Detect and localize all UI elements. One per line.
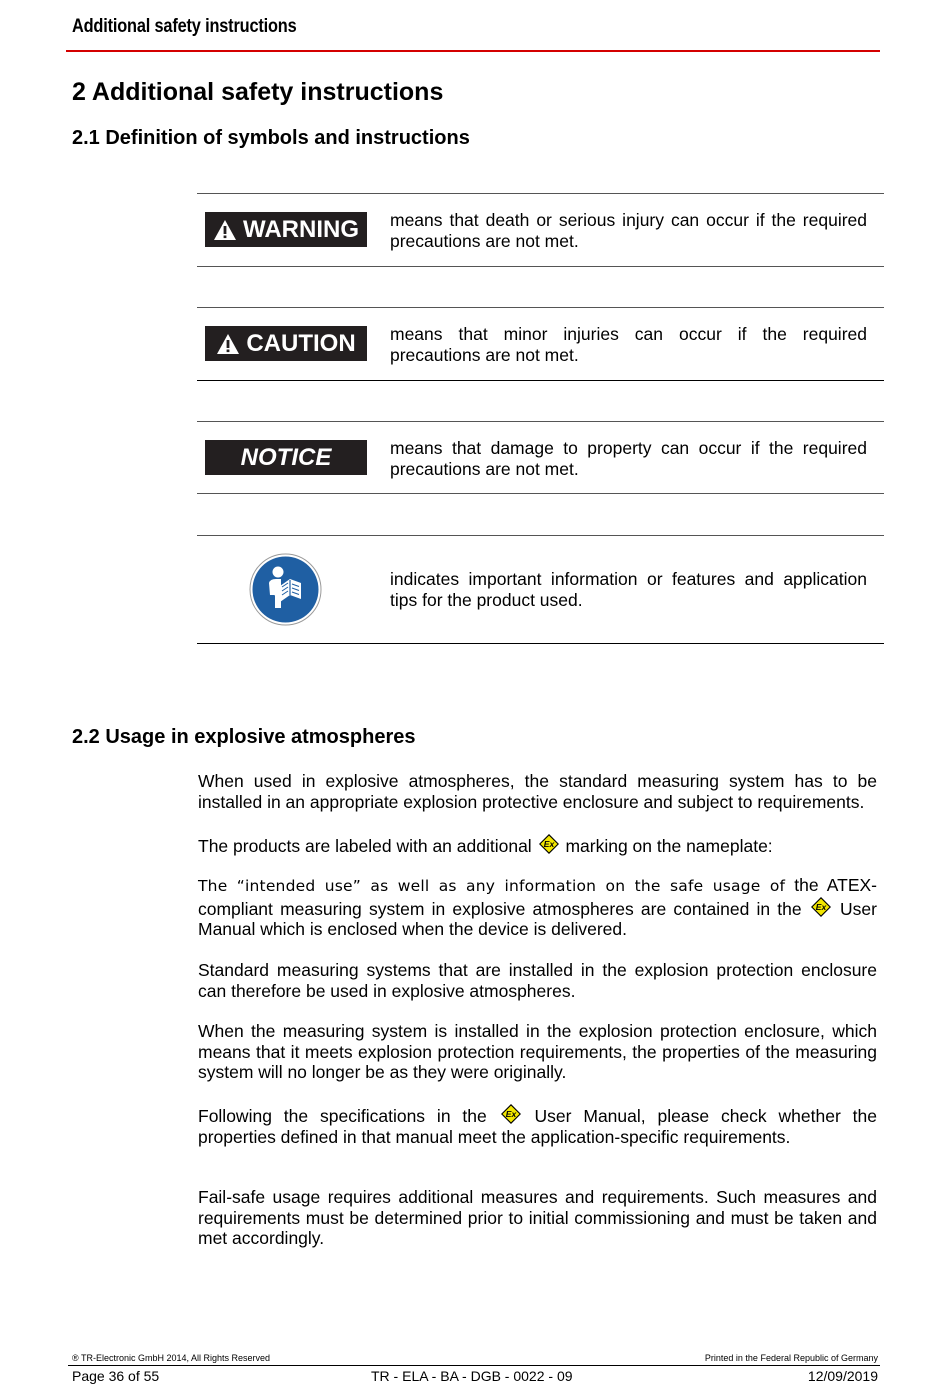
footer-rule — [68, 1365, 880, 1366]
paragraph-specifications: Following the specifications in the Ex User Manual, please check whether the properties defined in that manual meet the application-specific requirements. — [198, 1106, 878, 1147]
info-definition: indicates important information or features and application tips for the product used. — [390, 569, 867, 610]
warning-signal — [205, 212, 367, 247]
footer-document-id: TR - ELA - BA - DGB - 0022 - 09 — [371, 1368, 573, 1384]
running-header: Additional safety instructions — [72, 16, 297, 37]
row-divider — [197, 535, 884, 536]
row-divider — [197, 266, 884, 267]
footer-page-number: Page 36 of 55 — [72, 1368, 160, 1384]
row-divider — [197, 643, 884, 644]
footer-copyright: ® TR-Electronic GmbH 2014, All Rights Reserved — [72, 1353, 271, 1363]
warning-label: WARNING — [243, 215, 359, 243]
notice-label: NOTICE — [240, 443, 332, 471]
caution-label: CAUTION — [246, 329, 356, 357]
svg-text:Ex: Ex — [543, 839, 554, 849]
section-title-explosive: 2.2 Usage in explosive atmospheres — [72, 726, 416, 748]
paragraph-marking: The products are labeled with an additional Ex marking on the nameplate: — [198, 836, 773, 856]
warning-triangle-icon — [216, 333, 240, 355]
paragraph-properties: When the measuring system is installed in the explosion protection enclosure, which means that it meets explosion protection requirements, the properties of the measuring system will no longer be as they were originally. — [198, 1021, 877, 1082]
warning-triangle-icon — [213, 219, 237, 241]
chapter-title: 2 Additional safety instructions — [72, 78, 444, 106]
footer-printed: Printed in the Federal Republic of Germany — [704, 1353, 878, 1363]
svg-text:Ex: Ex — [815, 901, 827, 912]
paragraph-standard-systems: Standard measuring systems that are installed in the explosion protection enclosure can therefore be used in explosive atmospheres. — [198, 960, 877, 1001]
caution-definition: means that minor injuries can occur if the required precautions are not met. — [390, 324, 867, 365]
paragraph-enclosure: When used in explosive atmospheres, the standard measuring system has to be installed in an appropriate explosion protective enclosure and subject to requirements. — [198, 771, 877, 812]
row-divider — [197, 307, 884, 308]
notice-definition: means that damage to property can occur if the required precautions are not met. — [390, 438, 867, 479]
paragraph-intended-use: The “intended use” as well as any information on the safe usage of the ATEX- compliant measuring system in explosive atmospheres are contained in the Ex User Manual which is enclosed when the device is delivered. — [198, 875, 877, 939]
header-rule — [66, 50, 880, 52]
svg-text:Ex: Ex — [505, 1109, 516, 1119]
ex-explosion-protection-icon — [501, 1104, 521, 1124]
ex-explosion-protection-icon — [539, 834, 559, 854]
ex-explosion-protection-icon — [811, 897, 831, 917]
row-divider — [197, 493, 884, 494]
notice-signal — [205, 440, 367, 475]
footer-date: 12/09/2019 — [807, 1368, 878, 1384]
caution-signal — [205, 326, 367, 361]
row-divider — [197, 380, 884, 381]
read-manual-icon — [249, 553, 322, 626]
section-title-symbols: 2.1 Definition of symbols and instructions — [72, 127, 470, 149]
row-divider — [197, 421, 884, 422]
row-divider — [197, 193, 884, 194]
warning-definition: means that death or serious injury can occur if the required precautions are not met. — [390, 210, 867, 251]
paragraph-fail-safe: Fail-safe usage requires additional measures and requirements. Such measures and requirements must be determined prior to initial commissioning and must be taken and met accordingly. — [198, 1187, 877, 1248]
